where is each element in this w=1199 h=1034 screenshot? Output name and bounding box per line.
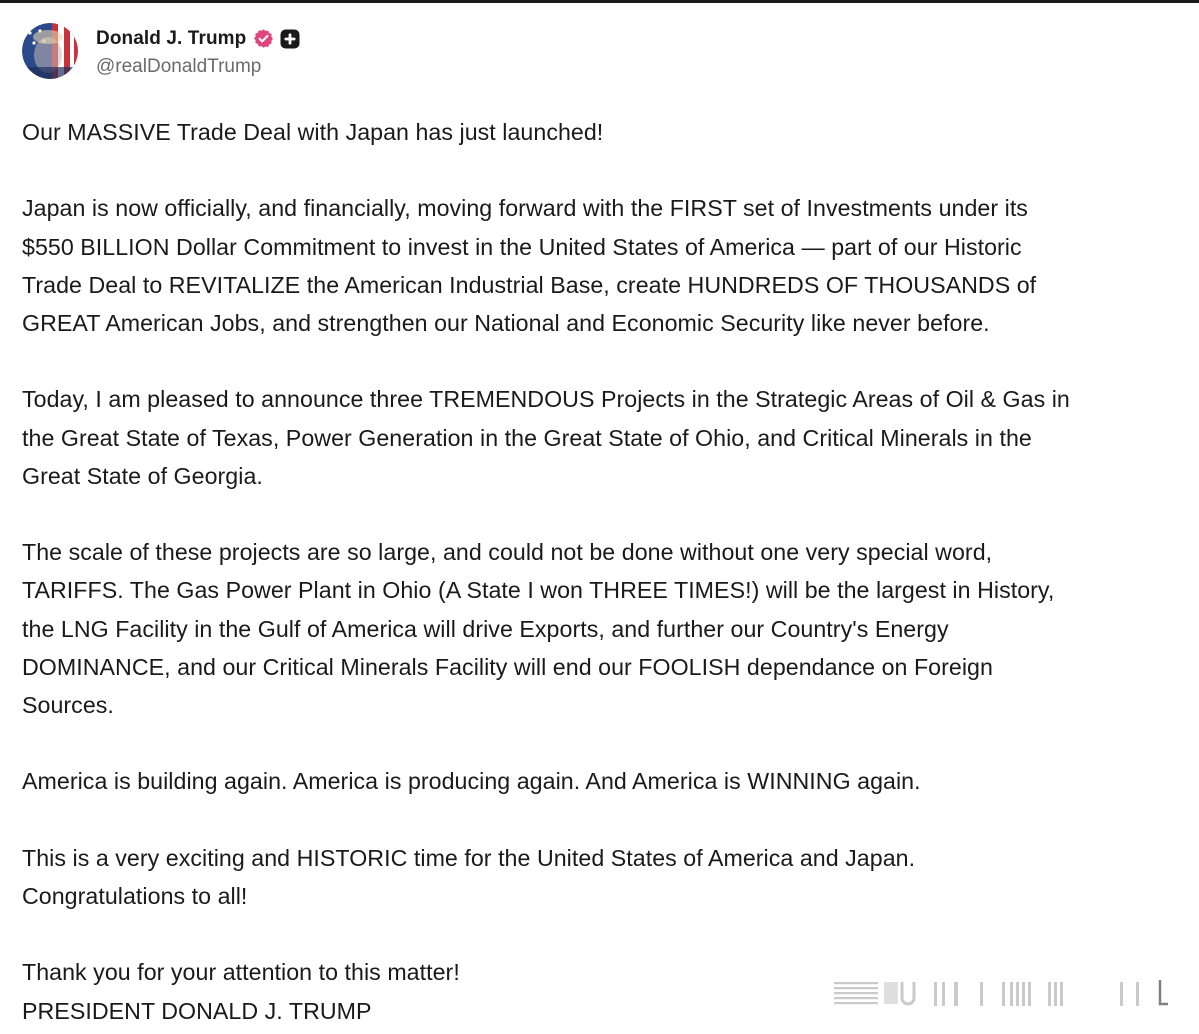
post-paragraph: Today, I am pleased to announce three TREMENDOUS Projects in the Strategic Areas of Oil & Gas in the Great State of Texas, Power Generation in the Great State of Ohio, and Critical Minerals in the Great State of Georgia. <box>22 386 1070 489</box>
author-identity <box>96 25 300 78</box>
post-paragraph: America is building again. America is producing again. And America is WINNING again. <box>22 768 921 795</box>
post-body <box>22 113 1187 1030</box>
name-row <box>96 25 300 53</box>
verified-badge-icon <box>253 28 274 49</box>
watermark-image <box>830 976 1175 1010</box>
author-display-name[interactable]: Donald J. Trump <box>96 27 247 49</box>
post-paragraph: Japan is now officially, and financially, moving forward with the FIRST set of Investments under its $550 BILLION Dollar Commitment to invest in the United States of America — part of our Historic Trade Deal to REVITALIZE the American Industrial Base, create HUNDREDS OF THOUSANDS of GREAT American Jobs, and strengthen our National and Economic Security like never before. <box>22 195 1037 336</box>
post-paragraph: Our MASSIVE Trade Deal with Japan has just launched! <box>22 119 604 145</box>
post-paragraph-signature: Thank you for your attention to this matter! PRESIDENT DONALD J. TRUMP <box>22 959 460 1024</box>
avatar[interactable] <box>22 23 78 79</box>
post-header <box>22 22 300 80</box>
plus-square-icon[interactable] <box>280 29 300 49</box>
post-paragraph: The scale of these projects are so large, and could not be done without one very special word, TARIFFS. The Gas Power Plant in Ohio (A State I won THREE TIMES!) will be the largest in History, the LNG Facility in the Gulf of America will drive Exports, and further our Country's Energy DOMINANCE, and our Critical Minerals Facility will end our FOOLISH dependance on Foreign Sources. <box>22 539 1055 718</box>
author-handle[interactable]: @realDonaldTrump <box>96 55 262 77</box>
post-paragraph: This is a very exciting and HISTORIC time for the United States of America and Japan. Congratulations to all! <box>22 844 916 909</box>
avatar-image <box>22 23 78 79</box>
